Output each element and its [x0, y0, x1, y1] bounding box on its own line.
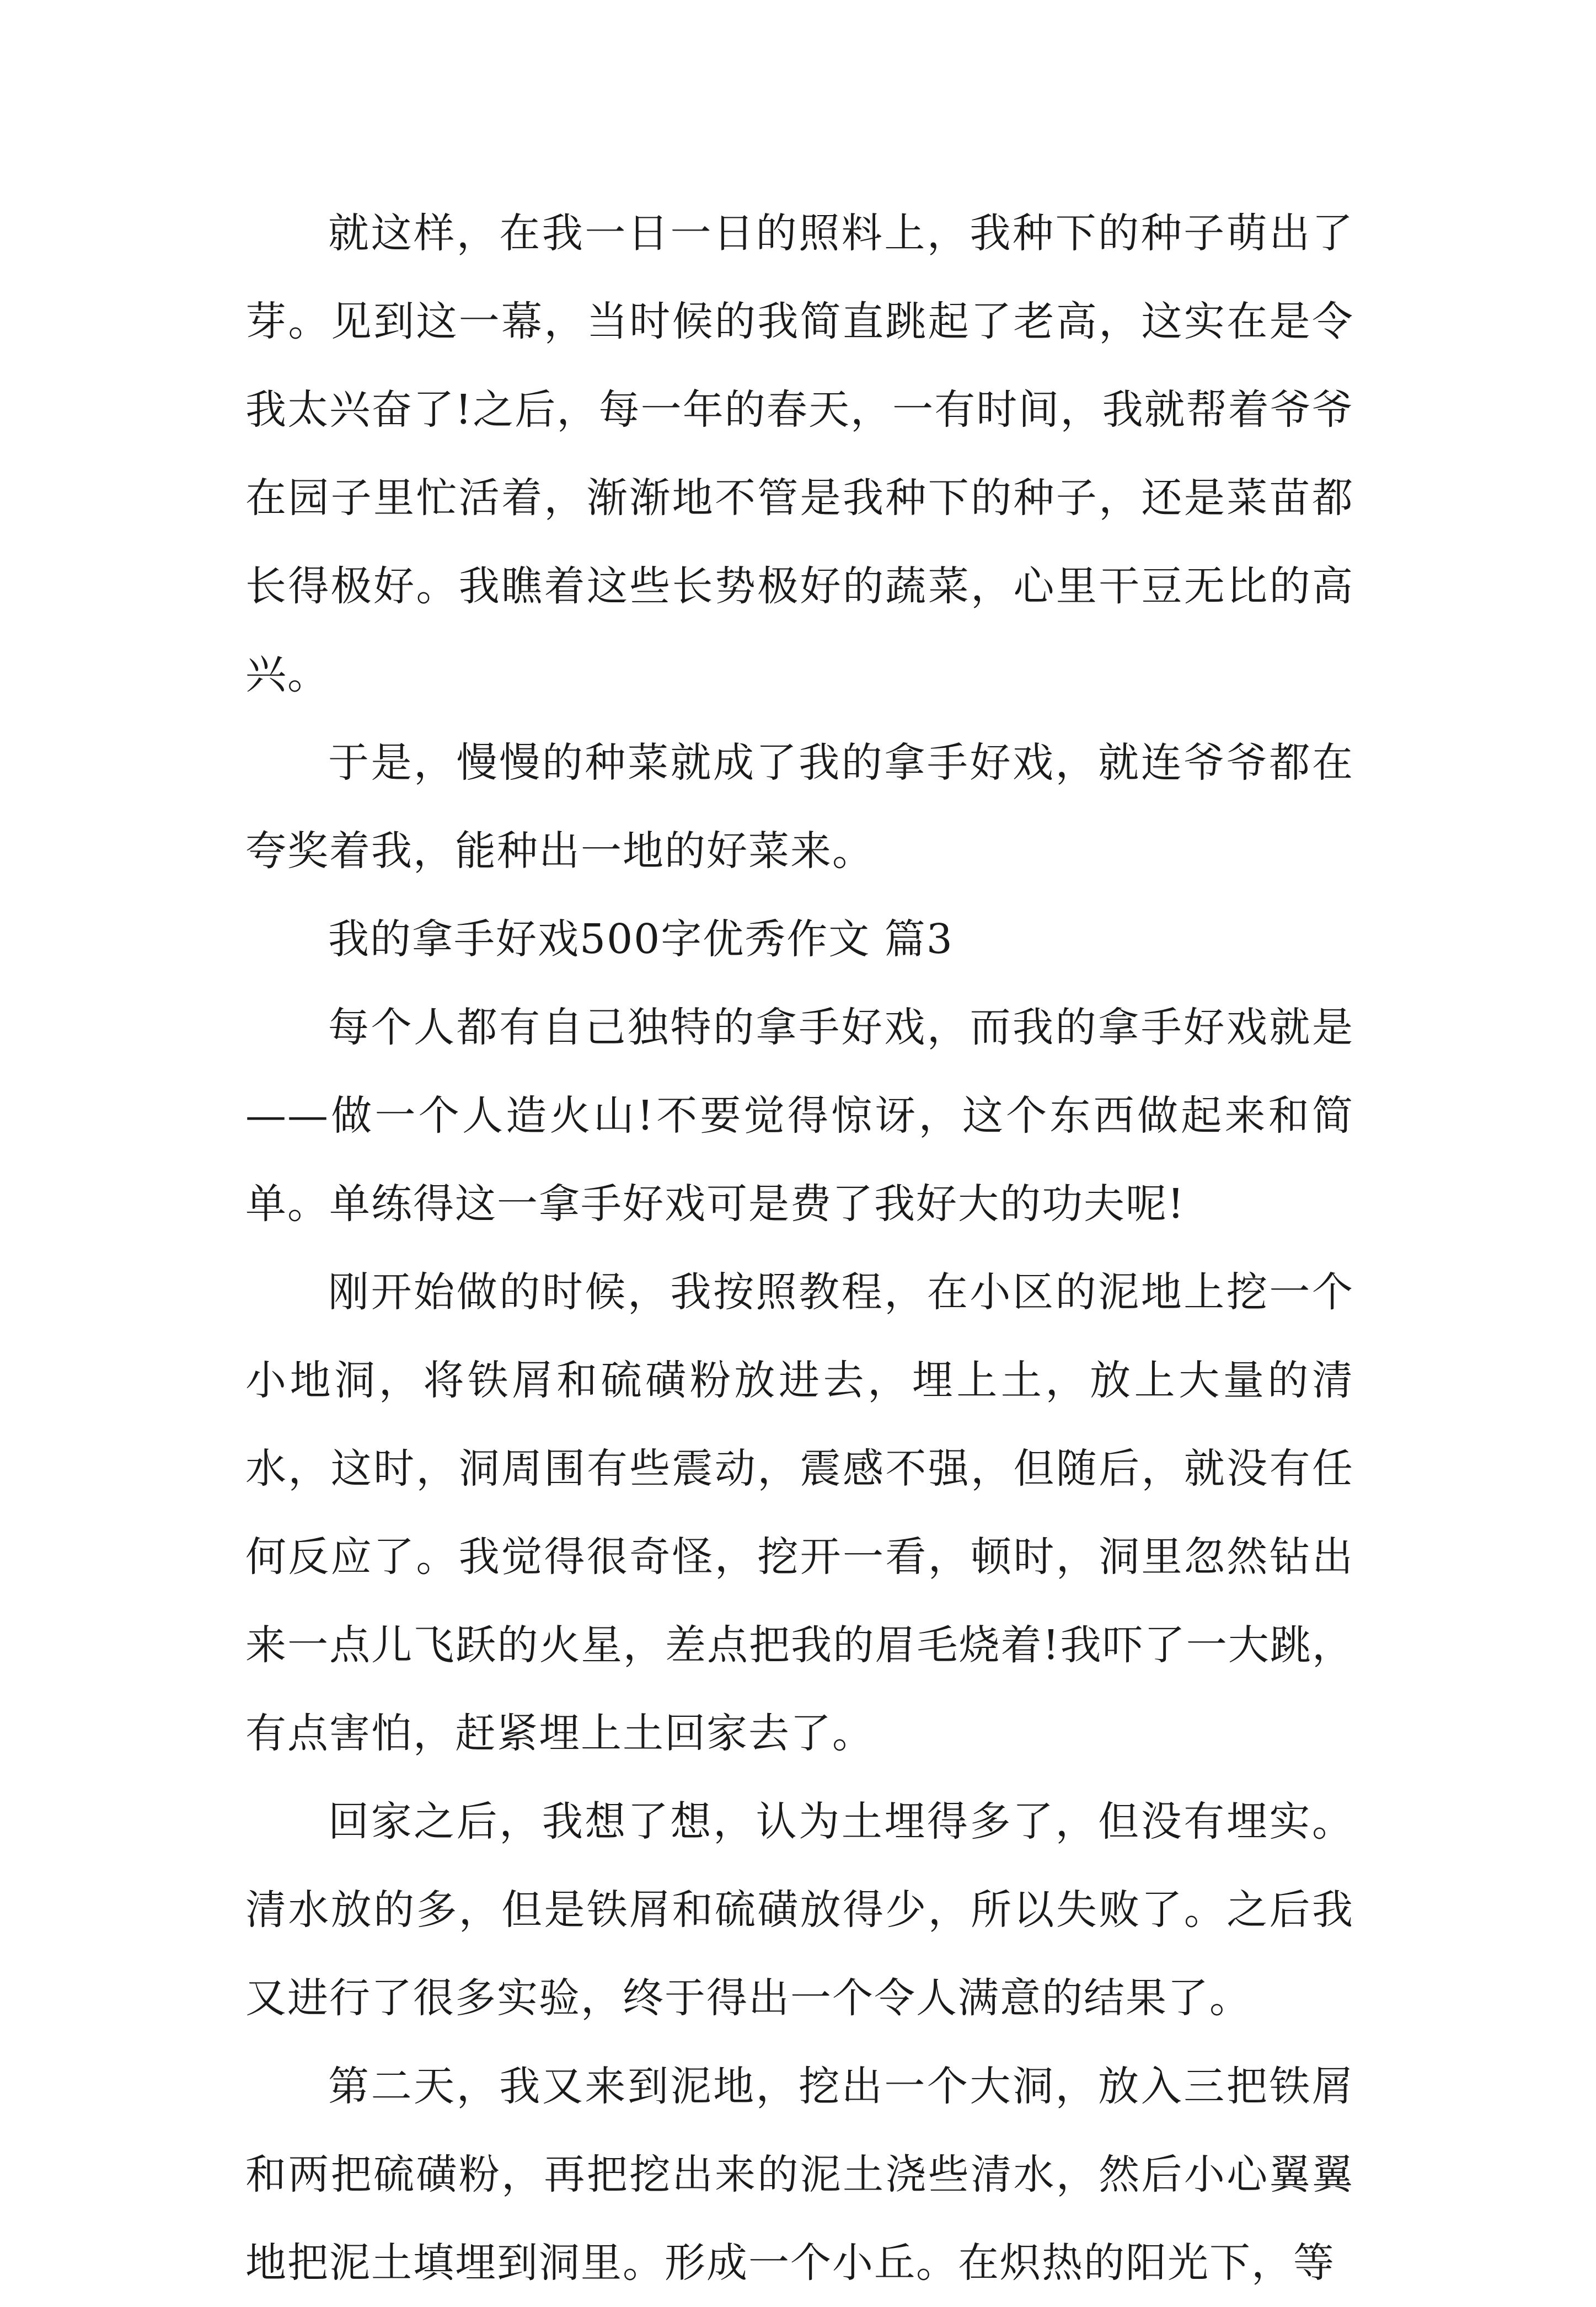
paragraph-sprouting: 就这样，在我一日一日的照料上，我种下的种子萌出了芽。见到这一幕，当时候的我简直跳起了老高，这实在是令我太兴奋了!之后，每一年的春天，一有时间，我就帮着爷爷在园子里忙活着，渐渐地不管是我种下的种子，还是菜苗都长得极好。我瞧着这些长势极好的蔬菜，心里干豆无比的高兴。 — [245, 210, 1354, 698]
paragraph-volcano-intro: 每个人都有自己独特的拿手好戏，而我的拿手好戏就是——做一个人造火山!不要觉得惊讶，这个东西做起来和简单。单练得这一拿手好戏可是费了我好大的功夫呢! — [245, 1004, 1354, 1228]
paragraph-reflection: 回家之后，我想了想，认为土埋得多了，但没有埋实。清水放的多，但是铁屑和硫磺放得少，所以失败了。之后我又进行了很多实验，终于得出一个令人满意的结果了。 — [245, 1798, 1354, 2022]
paragraph-second-day: 第二天，我又来到泥地，挖出一个大洞，放入三把铁屑和两把硫磺粉，再把挖出来的泥土浇些清水，然后小心翼翼地把泥土填埋到洞里。形成一个小丘。在炽热的阳光下，等 — [245, 2063, 1354, 2287]
essay-heading: 我的拿手好戏500字优秀作文 篇3 — [328, 916, 954, 963]
paragraph-vegetable-skill: 于是，慢慢的种菜就成了我的拿手好戏，就连爷爷都在夸奖着我，能种出一地的好菜来。 — [245, 739, 1354, 875]
paragraph-first-attempt: 刚开始做的时候，我按照教程，在小区的泥地上挖一个小地洞，将铁屑和硫磺粉放进去，埋上土，放上大量的清水，这时，洞周围有些震动，震感不强，但随后，就没有任何反应了。我觉得很奇怪，挖开一看，顿时，洞里忽然钻出来一点儿飞跃的火星，差点把我的眉毛烧着!我吓了一大跳，有点害怕，赶紧埋上土回家去了。 — [245, 1268, 1354, 1757]
document-body — [245, 189, 1354, 2307]
